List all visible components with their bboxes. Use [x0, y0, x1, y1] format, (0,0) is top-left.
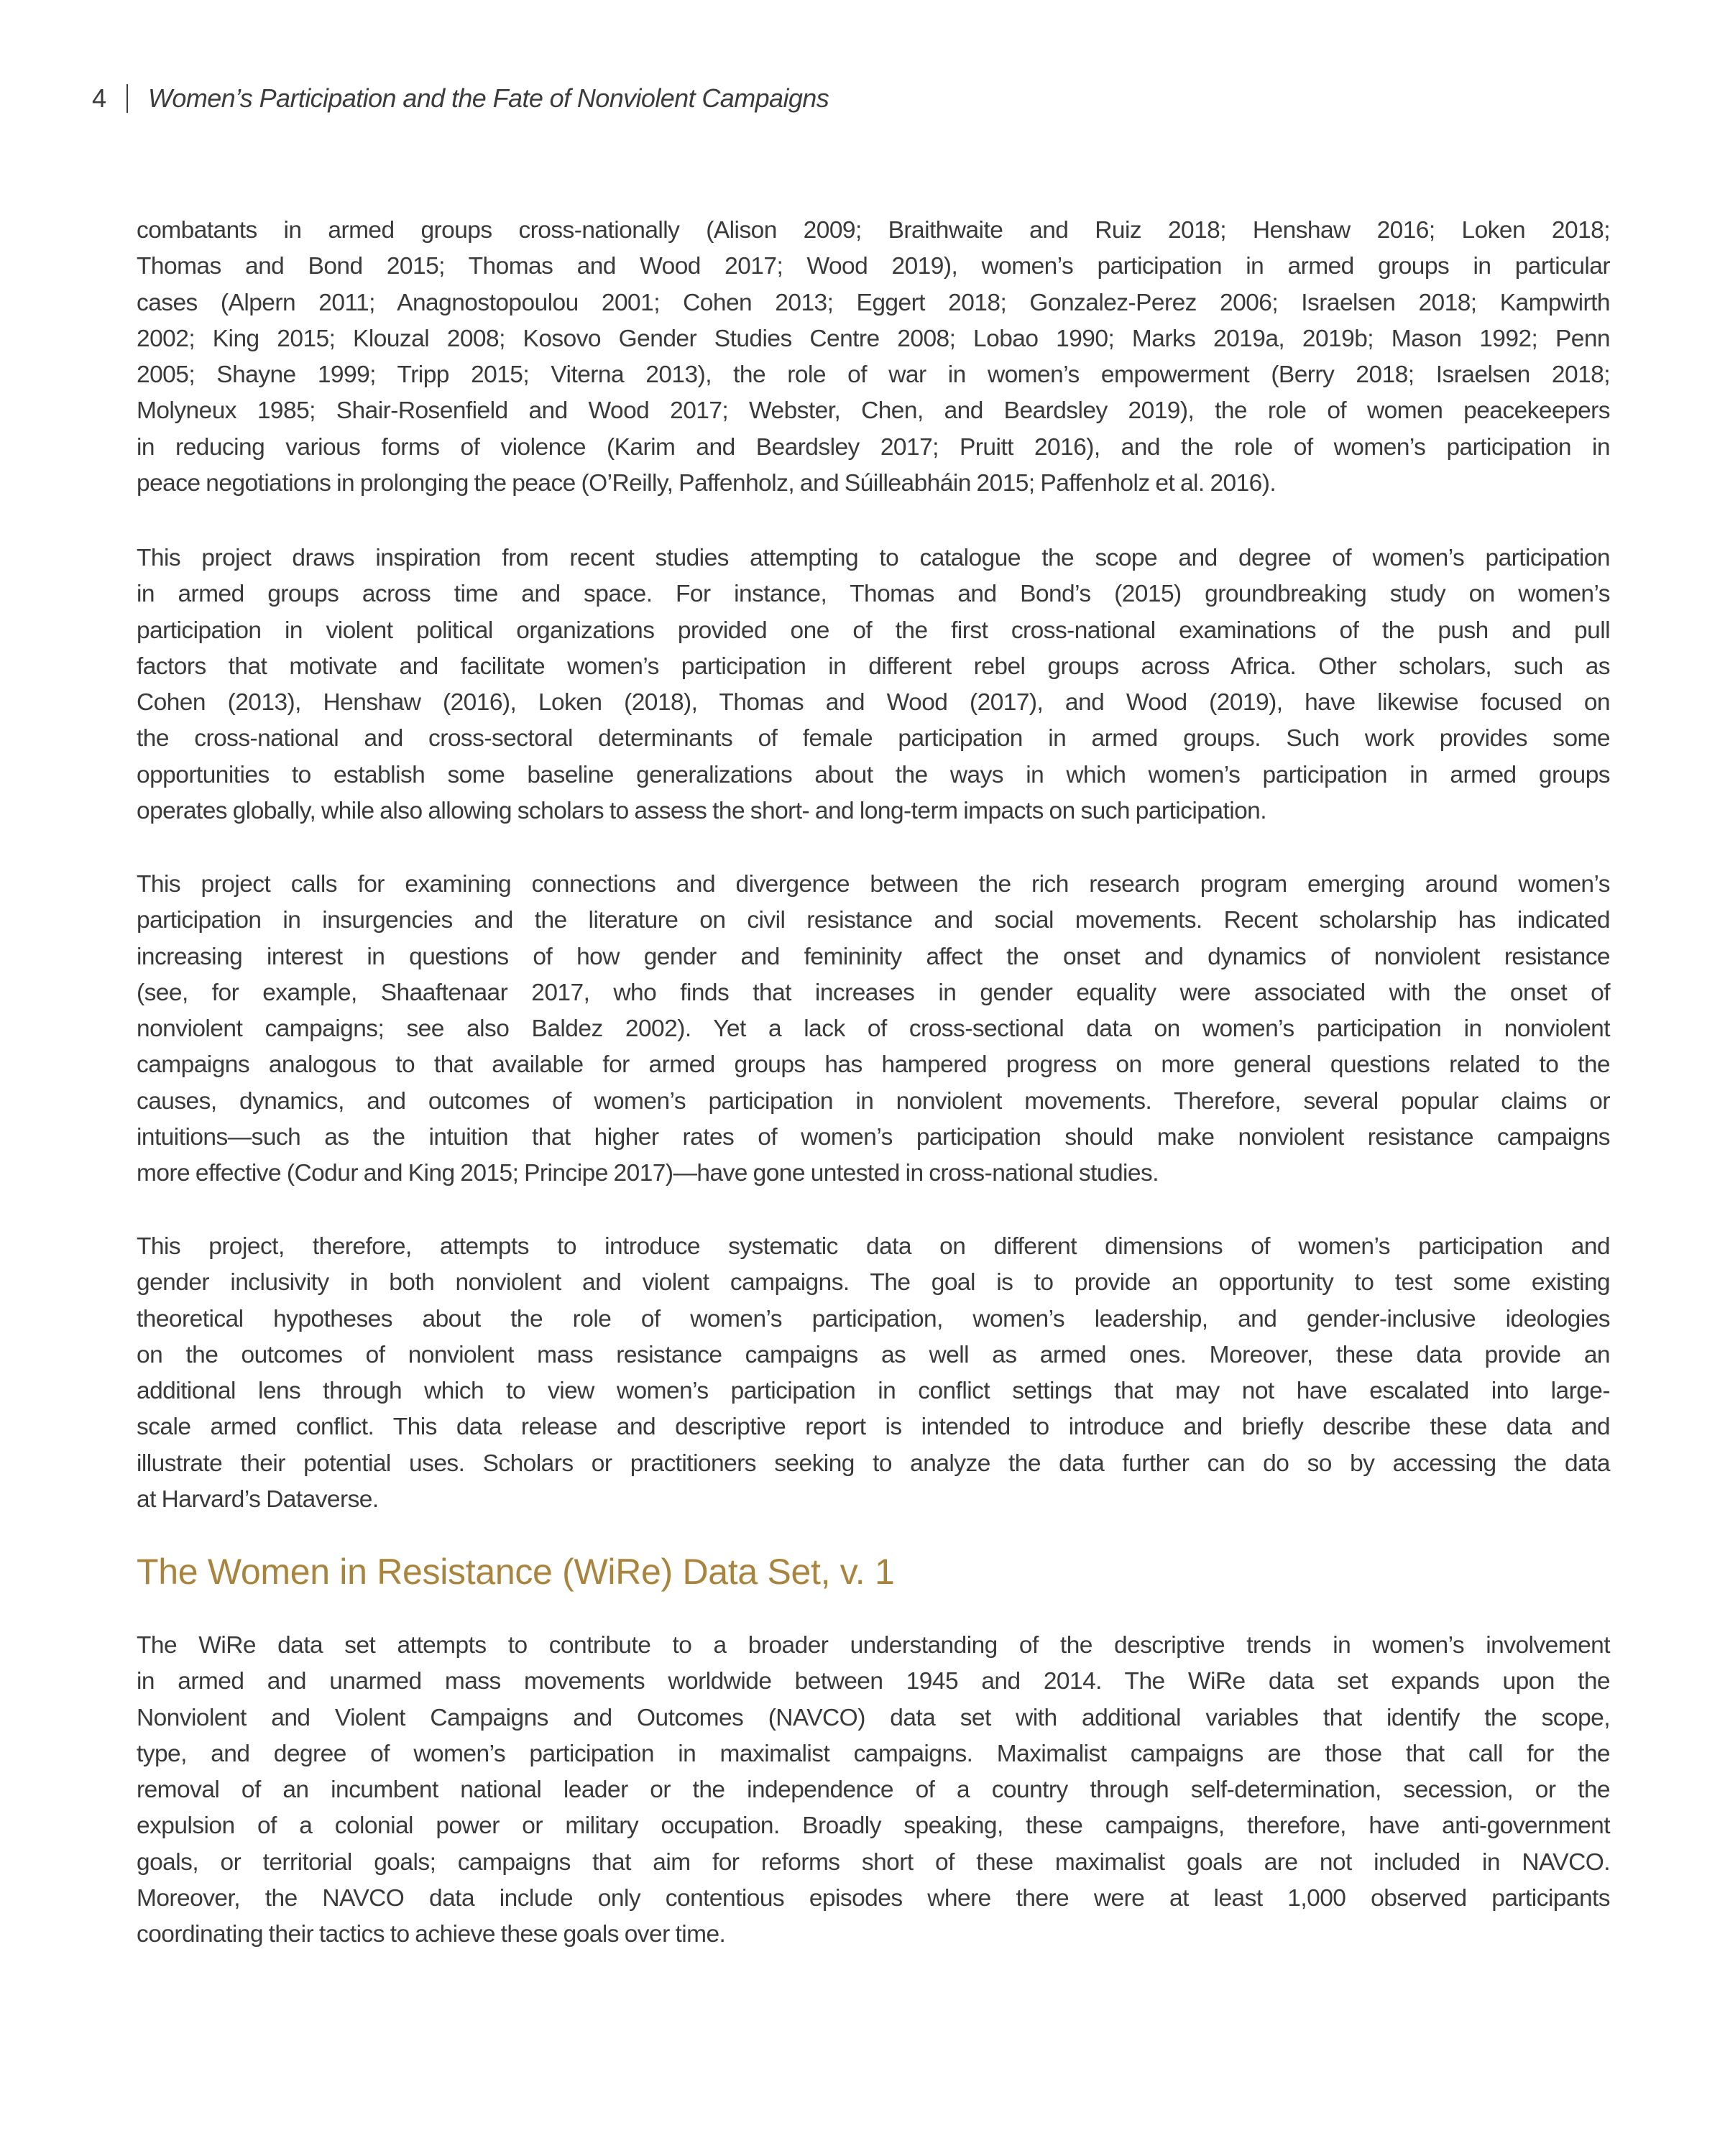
text-line: goals, or territorial goals; campaigns that aim for reforms short of these maximalist goals are not included in NAVCO.	[137, 1848, 1610, 1876]
text-line: This project draws inspiration from recent studies attempting to catalogue the scope and degree of women’s participation	[137, 545, 1610, 571]
text-line: additional lens through which to view women’s participation in conflict settings that may not have escalated into large-	[137, 1378, 1610, 1405]
text-line: gender inclusivity in both nonviolent and violent campaigns. The goal is to provide an opportunity to test some existing	[137, 1269, 1610, 1296]
text-line: in reducing various forms of violence (Karim and Beardsley 2017; Pruitt 2016), and the role of women’s participation in	[137, 433, 1610, 461]
text-line: increasing interest in questions of how gender and femininity affect the onset and dynamics of nonviolent resistance	[137, 943, 1610, 970]
text-line: removal of an incumbent national leader or the independence of a country through self-determination, secession, or the	[137, 1777, 1610, 1804]
text-line: Molyneux 1985; Shair-Rosenfield and Wood 2017; Webster, Chen, and Beardsley 2019), the role of women peacekeepers	[137, 397, 1610, 425]
text-line: peace negotiations in prolonging the peace (O’Reilly, Paffenholz, and Súilleabháin 2015; Paffenholz et al. 2016).	[137, 470, 1276, 497]
text-line: Cohen (2013), Henshaw (2016), Loken (2018), Thomas and Wood (2017), and Wood (2019), have likewise focused on	[137, 689, 1610, 717]
text-line: campaigns analogous to that available for armed groups has hampered progress on more general questions related to the	[137, 1051, 1610, 1079]
text-line: Nonviolent and Violent Campaigns and Outcomes (NAVCO) data set with additional variables that identify the scope,	[137, 1704, 1610, 1731]
text-line: expulsion of a colonial power or military occupation. Broadly speaking, these campaigns, therefore, have anti-government	[137, 1812, 1610, 1840]
text-line: factors that motivate and facilitate women’s participation in different rebel groups across Africa. Other scholars, such as	[137, 653, 1610, 680]
text-line: illustrate their potential uses. Scholars or practitioners seeking to analyze the data further can do so by accessing the data	[137, 1450, 1610, 1477]
paragraph-2	[137, 540, 1610, 829]
text-line: participation in violent political organizations provided one of the first cross-national examinations of the push and pull	[137, 617, 1610, 644]
text-line: type, and degree of women’s participation in maximalist campaigns. Maximalist campaigns are those that call for the	[137, 1740, 1610, 1767]
text-line: the cross-national and cross-sectoral determinants of female participation in armed groups. Such work provides some	[137, 725, 1610, 752]
text-line: (see, for example, Shaaftenaar 2017, who finds that increases in gender equality were associated with the onset of	[137, 979, 1610, 1006]
text-line: participation in insurgencies and the literature on civil resistance and social movements. Recent scholarship has indicated	[137, 907, 1610, 934]
header-separator	[126, 84, 128, 113]
text-line: at Harvard’s Dataverse.	[137, 1486, 379, 1514]
text-line: The WiRe data set attempts to contribute to a broader understanding of the descriptive trends in women’s involvement	[137, 1632, 1610, 1659]
text-line: This project calls for examining connections and divergence between the rich research program emerging around women’s	[137, 871, 1610, 898]
text-line: coordinating their tactics to achieve these goals over time.	[137, 1921, 726, 1948]
text-line: nonviolent campaigns; see also Baldez 2002). Yet a lack of cross-sectional data on women’s participation in nonviolent	[137, 1015, 1610, 1043]
text-line: 2005; Shayne 1999; Tripp 2015; Viterna 2013), the role of war in women’s empowerment (Berry 2018; Israelsen 2018;	[137, 361, 1610, 389]
text-line: more effective (Codur and King 2015; Principe 2017)—have gone untested in cross-national studies.	[137, 1160, 1159, 1187]
paragraph-3	[137, 867, 1610, 1192]
text-line: Thomas and Bond 2015; Thomas and Wood 2017; Wood 2019), women’s participation in armed groups in particular	[137, 253, 1610, 280]
text-line: scale armed conflict. This data release and descriptive report is intended to introduce and briefly describe these data and	[137, 1414, 1610, 1441]
text-line: 2002; King 2015; Klouzal 2008; Kosovo Gender Studies Centre 2008; Lobao 1990; Marks 2019a, 2019b; Mason 1992; Penn	[137, 325, 1610, 352]
running-head-title: Women’s Participation and the Fate of Nonviolent Campaigns	[148, 83, 829, 113]
text-line: combatants in armed groups cross-nationally (Alison 2009; Braithwaite and Ruiz 2018; Henshaw 2016; Loken 2018;	[137, 217, 1610, 244]
text-line: in armed groups across time and space. For instance, Thomas and Bond’s (2015) groundbreaking study on women’s	[137, 581, 1610, 608]
section-heading: The Women in Resistance (WiRe) Data Set, v. 1	[137, 1552, 895, 1592]
paragraph-4	[137, 1229, 1610, 1518]
text-line: This project, therefore, attempts to introduce systematic data on different dimensions of women’s participation and	[137, 1233, 1610, 1260]
text-line: causes, dynamics, and outcomes of women’s participation in nonviolent movements. Therefore, several popular claims or	[137, 1087, 1610, 1115]
text-line: opportunities to establish some baseline generalizations about the ways in which women’s participation in armed groups	[137, 761, 1610, 788]
paragraph-1	[137, 213, 1610, 502]
text-line: operates globally, while also allowing scholars to assess the short- and long-term impacts on such participation.	[137, 798, 1267, 825]
paragraph-5	[137, 1628, 1610, 1953]
text-line: theoretical hypotheses about the role of women’s participation, women’s leadership, and gender-inclusive ideologies	[137, 1305, 1610, 1332]
text-line: on the outcomes of nonviolent mass resistance campaigns as well as armed ones. Moreover, these data provide an	[137, 1341, 1610, 1368]
text-line: cases (Alpern 2011; Anagnostopoulou 2001; Cohen 2013; Eggert 2018; Gonzalez-Perez 2006; Israelsen 2018; Kampwirth	[137, 289, 1610, 316]
text-line: Moreover, the NAVCO data include only contentious episodes where there were at least 1,000 observed participants	[137, 1885, 1610, 1912]
page-number: 4	[92, 83, 107, 113]
running-head	[92, 80, 829, 116]
text-line: intuitions—such as the intuition that higher rates of women’s participation should make nonviolent resistance campaigns	[137, 1124, 1610, 1151]
text-line: in armed and unarmed mass movements worldwide between 1945 and 2014. The WiRe data set expands upon the	[137, 1668, 1610, 1695]
